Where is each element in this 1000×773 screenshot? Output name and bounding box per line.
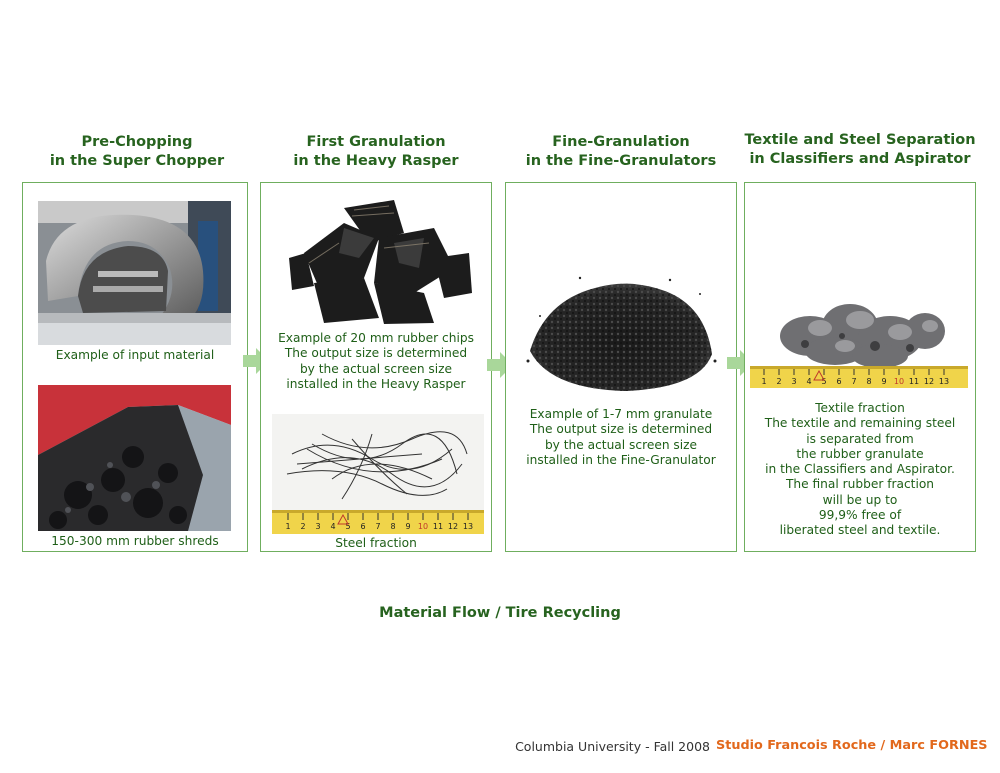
ruler-2-num-13: 13 [462, 522, 474, 531]
stage-3-caption-1: Example of 1-7 mm granulate The output size is determined by the actual screen size installed in the Fine-Granulator [526, 407, 716, 467]
ruler-4-num-5: 5 [821, 377, 827, 386]
stage-4-title [740, 131, 980, 169]
steel-fraction-photo [272, 414, 484, 534]
stage-2-caption-1: Example of 20 mm rubber chips The output size is determined by the actual screen size installed in the Heavy Rasper [278, 331, 474, 391]
ruler-2-num-4: 4 [330, 522, 336, 531]
ruler-2-num-10: 10 [417, 522, 429, 531]
stage-1-caption-1: Example of input material [55, 348, 215, 362]
ruler-4-num-8: 8 [866, 377, 872, 386]
ruler-4-num-4: 4 [806, 377, 812, 386]
granulate-photo [520, 266, 720, 396]
ruler-4-num-9: 9 [881, 377, 887, 386]
ruler-2-num-12: 12 [447, 522, 459, 531]
stage-4-title-line2: in Classifiers and Aspirator [749, 151, 971, 167]
ruler-2-num-6: 6 [360, 522, 366, 531]
ruler-4-num-11: 11 [908, 377, 920, 386]
stage-4-caption-1: Textile fraction The textile and remaining steel is separated from the rubber granulate in the Classifiers and Aspirator. The final rubber fraction will be up to 99,9% free of liberated steel and textile. [764, 401, 956, 538]
footer-studio: Studio Francois Roche / Marc FORNES [716, 738, 988, 753]
ruler-4-num-10: 10 [893, 377, 905, 386]
ruler-4-num-7: 7 [851, 377, 857, 386]
ruler-2-num-1: 1 [285, 522, 291, 531]
textile-fraction-photo [750, 296, 968, 388]
ruler-2-num-3: 3 [315, 522, 321, 531]
ruler-2-num-2: 2 [300, 522, 306, 531]
rubber-shreds-photo [38, 385, 231, 531]
ruler-4-num-3: 3 [791, 377, 797, 386]
super-chopper-photo [38, 201, 231, 345]
stage-2-caption-2: Steel fraction [335, 536, 417, 550]
ruler-4-num-12: 12 [923, 377, 935, 386]
stage-1-title-line1: Pre-Chopping [81, 134, 193, 150]
ruler-4-num-1: 1 [761, 377, 767, 386]
footer-institution: Columbia University - Fall 2008 [515, 739, 710, 754]
ruler-2-num-9: 9 [405, 522, 411, 531]
ruler-4-num-13: 13 [938, 377, 950, 386]
stage-2-title [260, 133, 492, 171]
stage-3-title [505, 133, 737, 171]
ruler-2-num-8: 8 [390, 522, 396, 531]
stage-4-title-line1: Textile and Steel Separation [744, 132, 976, 148]
stage-2-title-line2: in the Heavy Rasper [293, 153, 459, 169]
stage-1-title-line2: in the Super Chopper [49, 153, 225, 169]
ruler-2-num-7: 7 [375, 522, 381, 531]
ruler-4-num-2: 2 [776, 377, 782, 386]
stage-1-title [22, 133, 252, 171]
stage-3-title-line2: in the Fine-Granulators [525, 153, 717, 169]
ruler-2-num-5: 5 [345, 522, 351, 531]
stage-3-title-line1: Fine-Granulation [552, 134, 690, 150]
ruler-2-num-11: 11 [432, 522, 444, 531]
diagram-title: Material Flow / Tire Recycling [379, 605, 621, 621]
stage-2-title-line1: First Granulation [306, 134, 446, 150]
ruler-4-num-6: 6 [836, 377, 842, 386]
rubber-chips-photo [284, 198, 474, 326]
stage-1-caption-2: 150-300 mm rubber shreds [51, 534, 219, 548]
